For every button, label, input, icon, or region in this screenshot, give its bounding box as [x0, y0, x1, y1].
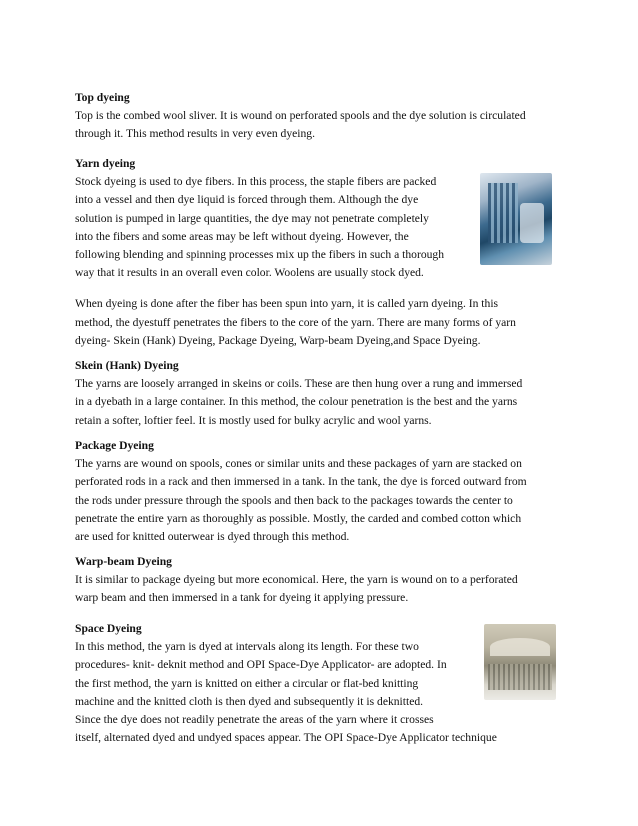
text-line: machine and the knitted cloth is then dyed and subsequently it is deknitted.	[75, 694, 424, 708]
text-line: the first method, the yarn is knitted on either a circular or flat-bed knitting	[75, 676, 419, 690]
text-line: method, the dyestuff penetrates the fibers to the core of the yarn. There are many forms of yarn	[75, 315, 516, 329]
text-line: following blending and spinning processes mix up the fibers in such a thorough	[75, 248, 445, 262]
heading-package-dyeing: Package Dyeing	[75, 439, 154, 452]
text-line: through it. This method results in very even dyeing.	[75, 127, 315, 141]
space-dyeing-machine-photo	[484, 624, 556, 700]
text-line: into the fibers and some areas may be left without dyeing. However, the	[75, 229, 409, 243]
text-line: penetrate the entire yarn as thoroughly as possible. Mostly, the carded and combed cotton which	[75, 511, 522, 525]
paragraph-top-dyeing	[75, 107, 565, 143]
text-line: procedures- knit- deknit method and OPI Space-Dye Applicator- are adopted. In	[75, 658, 447, 672]
heading-yarn-dyeing: Yarn dyeing	[75, 157, 136, 170]
text-line: into a vessel and then dye liquid is forced through them. Although the dye	[75, 193, 419, 207]
text-line: perforated rods in a rack and then immersed in a tank. In the tank, the dye is forced outward from	[75, 475, 527, 489]
paragraph-package-dyeing	[75, 455, 565, 546]
text-line: solution is pumped in large quantities, the dye may not penetrate completely	[75, 211, 429, 225]
text-line: It is similar to package dyeing but more economical. Here, the yarn is wound on to a perforated	[75, 573, 518, 587]
text-line: Top is the combed wool sliver. It is wound on perforated spools and the dye solution is circulated	[75, 109, 526, 123]
text-line: warp beam and then immersed in a tank for dyeing it applying pressure.	[75, 591, 409, 605]
dyeing-machinery-photo	[480, 173, 552, 265]
heading-warp-beam-dyeing: Warp-beam Dyeing	[75, 555, 172, 568]
text-line: In this method, the yarn is dyed at intervals along its length. For these two	[75, 640, 419, 654]
heading-top-dyeing: Top dyeing	[75, 91, 130, 104]
text-line: in a dyebath in a large container. In this method, the colour penetration is the best and the yarns	[75, 395, 518, 409]
section-skein-dyeing	[75, 357, 565, 430]
text-line: the rods under pressure through the spools and then back to the packages towards the center to	[75, 493, 513, 507]
text-line: dyeing- Skein (Hank) Dyeing, Package Dyeing, Warp-beam Dyeing,and Space Dyeing.	[75, 333, 481, 347]
text-line: retain a softer, loftier feel. It is mostly used for bulky acrylic and wool yarns.	[75, 413, 432, 427]
section-top-dyeing	[75, 89, 565, 144]
section-package-dyeing	[75, 437, 565, 546]
heading-space-dyeing: Space Dyeing	[75, 622, 142, 635]
section-warp-beam-dyeing	[75, 553, 565, 608]
text-line: The yarns are loosely arranged in skeins or coils. These are then hung over a rung and immersed	[75, 377, 523, 391]
text-line: Stock dyeing is used to dye fibers. In this process, the staple fibers are packed	[75, 175, 437, 189]
text-line: way that it results in an overall even color. Woolens are usually stock dyed.	[75, 266, 424, 280]
text-line: are used for knitted outerwear is dyed through this method.	[75, 530, 350, 544]
paragraph-yarn-dyeing-2	[75, 295, 565, 350]
text-line: itself, alternated dyed and undyed spaces appear. The OPI Space-Dye Applicator technique	[75, 731, 497, 745]
paragraph-warp-beam-dyeing	[75, 571, 565, 607]
text-line: Since the dye does not readily penetrate the areas of the yarn where it crosses	[75, 713, 434, 727]
text-line: The yarns are wound on spools, cones or similar units and these packages of yarn are stacked on	[75, 457, 522, 471]
paragraph-skein-dyeing	[75, 375, 565, 430]
text-line: When dyeing is done after the fiber has been spun into yarn, it is called yarn dyeing. In this	[75, 297, 499, 311]
heading-skein-dyeing: Skein (Hank) Dyeing	[75, 359, 179, 372]
